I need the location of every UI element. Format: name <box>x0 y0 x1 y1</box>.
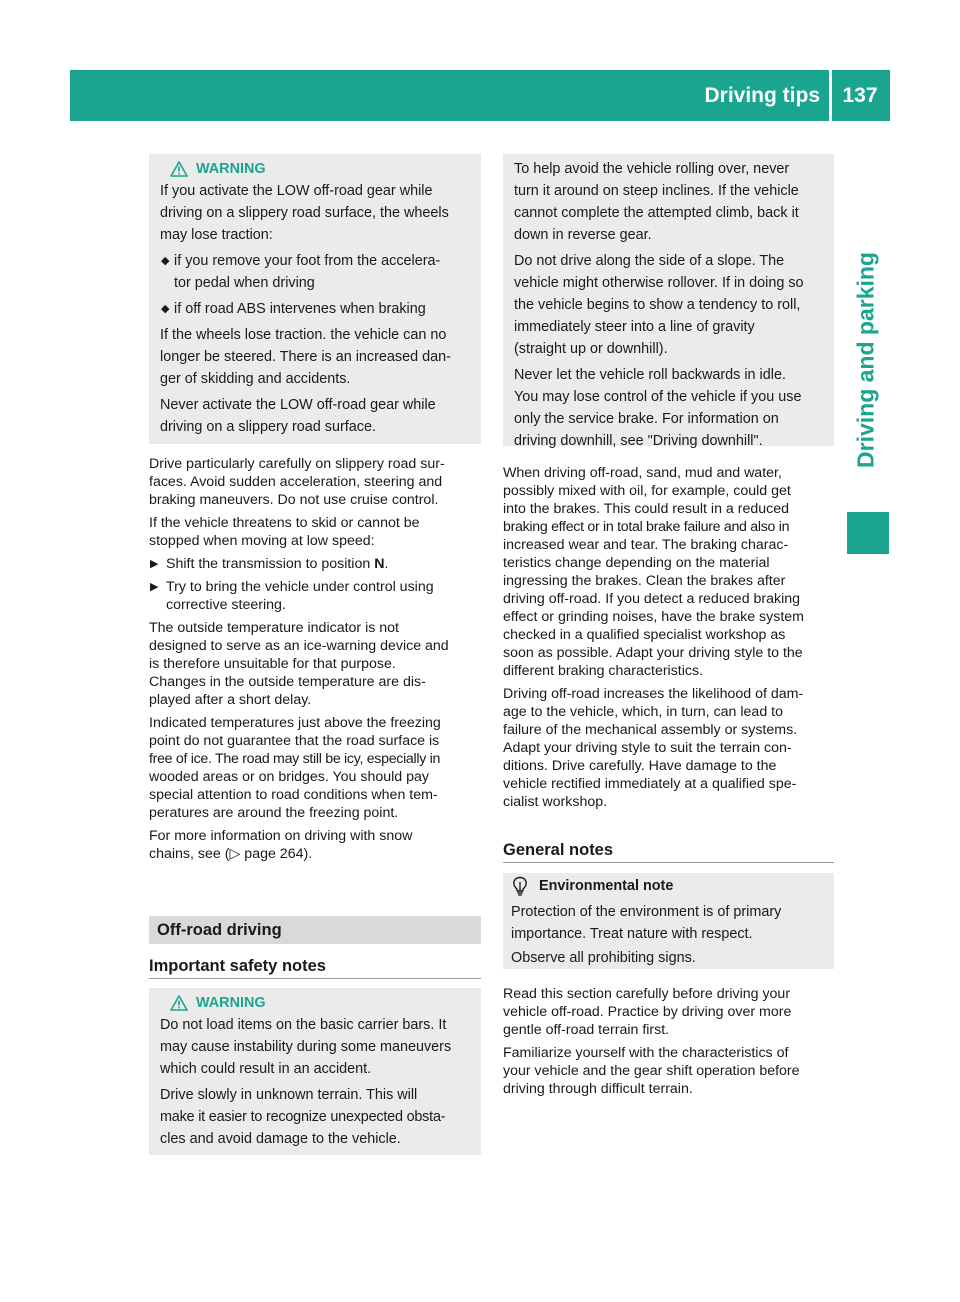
text-line: driving on a slippery road surface, the wheels <box>160 205 449 221</box>
subheading: Important safety notes <box>149 957 326 975</box>
text-line: is therefore unsuitable for that purpose. <box>149 656 396 672</box>
text-line: Do not load items on the basic carrier bars. It <box>160 1017 447 1033</box>
text-line: special attention to road conditions when tem- <box>149 787 438 803</box>
step-arrow-icon: ▶ <box>150 581 159 593</box>
text-line: point do not guarantee that the road surface is <box>149 733 440 749</box>
lightbulb-icon <box>511 876 529 896</box>
page-reference[interactable] <box>149 845 481 863</box>
text-line: ger of skidding and accidents. <box>160 371 351 387</box>
text-line: different braking characteristics. <box>503 663 704 679</box>
text-line: if off road ABS intervenes when braking <box>174 301 426 317</box>
divider <box>149 978 481 979</box>
text-line: Observe all prohibiting signs. <box>511 950 696 966</box>
text-line: driving through difficult terrain. <box>503 1081 693 1097</box>
text-line: soon as possible. Adapt your driving style to the <box>503 645 803 661</box>
text-line: tor pedal when driving <box>174 275 315 291</box>
body-text <box>503 464 834 811</box>
text-line: free of ice. The road may still be icy, especially in <box>149 751 441 767</box>
page-title: Driving tips <box>704 84 820 107</box>
text-line: braking maneuvers. Do not use cruise control. <box>149 492 439 508</box>
warning-heading <box>160 992 473 1014</box>
text-line: driving on a slippery road surface. <box>160 419 376 435</box>
text-line: faces. Avoid sudden acceleration, steering and <box>149 474 443 490</box>
text-line: only the service brake. For information on <box>514 411 779 427</box>
warning-icon <box>170 995 188 1011</box>
text-line: Try to bring the vehicle under control using <box>166 579 434 595</box>
warning-heading-text: WARNING <box>196 995 266 1011</box>
text-line: teristics change depending on the material <box>503 555 770 571</box>
subheading: General notes <box>503 841 614 859</box>
bullet-icon: ◆ <box>161 303 170 315</box>
text-line: Do not drive along the side of a slope. The <box>514 253 785 269</box>
text-line: ingressing the brakes. Clean the brakes after <box>503 573 786 589</box>
header-divider <box>829 70 832 121</box>
body-text <box>503 985 834 1098</box>
warning-heading <box>160 158 473 180</box>
text-line: When driving off-road, sand, mud and water, <box>503 465 782 481</box>
environmental-note-heading <box>511 875 826 897</box>
environmental-note-box <box>503 873 834 969</box>
text-span: . <box>384 556 389 572</box>
text-line: the vehicle begins to show a tendency to roll, <box>514 297 801 313</box>
side-tab <box>846 225 886 495</box>
text-line: Familiarize yourself with the characteristics of <box>503 1045 789 1061</box>
text-span: page 264). <box>240 846 313 862</box>
text-line: vehicle off-road. Practice by driving over more <box>503 1004 792 1020</box>
text-line: peratures are around the freezing point. <box>149 805 399 821</box>
text-line: stopped when moving at low speed: <box>149 533 375 549</box>
text-line: may cause instability during some maneuvers <box>160 1039 452 1055</box>
side-tab-marker <box>847 512 889 554</box>
text-line: wooded areas or on bridges. You should pay <box>149 769 430 785</box>
text-line: increased wear and tear. The braking charac- <box>503 537 789 553</box>
warning-box-continued <box>503 154 834 449</box>
text-line: If you activate the LOW off-road gear while <box>160 183 433 199</box>
divider <box>503 862 834 863</box>
text-line: into the brakes. This could result in a reduced <box>503 501 790 517</box>
text-line: down in reverse gear. <box>514 227 652 243</box>
text-line: cialist workshop. <box>503 794 608 810</box>
text-line: Drive slowly in unknown terrain. This will <box>160 1087 418 1103</box>
text-line: designed to serve as an ice-warning device and <box>149 638 449 654</box>
instruction-step <box>149 578 481 614</box>
step-arrow-icon: ▶ <box>150 558 159 570</box>
text-span: Shift the transmission to position <box>166 556 375 572</box>
text-line: gentle off-road terrain first. <box>503 1022 670 1038</box>
text-line: longer be steered. There is an increased dan- <box>160 349 451 365</box>
text-line: vehicle rectified immediately at a qualified spe- <box>503 776 797 792</box>
text-line: The outside temperature indicator is not <box>149 620 399 636</box>
text-line: You may lose control of the vehicle if you use <box>514 389 802 405</box>
text-line: corrective steering. <box>166 597 286 613</box>
text-line: your vehicle and the gear shift operation before <box>503 1063 800 1079</box>
text-line: failure of the mechanical assembly or systems. <box>503 722 798 738</box>
text-line: driving off-road. If you detect a reduced braking <box>503 591 801 607</box>
bullet-item <box>160 250 473 294</box>
text-line: If the wheels lose traction. the vehicle can no <box>160 327 447 343</box>
text-line: cles and avoid damage to the vehicle. <box>160 1131 401 1147</box>
triangle-right-icon: ▷ <box>229 846 241 862</box>
text-line: immediately steer into a line of gravity <box>514 319 755 335</box>
text-line: (straight up or downhill). <box>514 341 668 357</box>
text-line: if you remove your foot from the accelera- <box>174 253 441 269</box>
text-line: possibly mixed with oil, for example, could get <box>503 483 791 499</box>
text-line: age to the vehicle, which, in turn, can lead to <box>503 704 783 720</box>
text-line: which could result in an accident. <box>160 1061 372 1077</box>
text-line: checked in a qualified specialist workshop as <box>503 627 786 643</box>
text-line: For more information on driving with snow <box>149 828 413 844</box>
side-tab-label: Driving and parking <box>852 252 879 468</box>
environmental-note-heading-text: Environmental note <box>539 878 674 894</box>
page-number: 137 <box>842 84 878 107</box>
text-line: vehicle might otherwise rollover. If in doing so <box>514 275 804 291</box>
warning-box <box>149 988 481 1155</box>
text-line: Never let the vehicle roll backwards in idle. <box>514 367 786 383</box>
text-line: make it easier to recognize unexpected obsta- <box>160 1109 446 1125</box>
warning-box <box>149 154 481 444</box>
text-line: To help avoid the vehicle rolling over, never <box>514 161 790 177</box>
section-heading: Off-road driving <box>149 916 481 944</box>
position-label: N <box>374 556 385 572</box>
text-line: Never activate the LOW off-road gear while <box>160 397 436 413</box>
text-line: Driving off-road increases the likelihood of dam- <box>503 686 804 702</box>
warning-icon <box>170 161 188 177</box>
instruction-step <box>149 555 481 573</box>
text-span: chains, see ( <box>149 846 230 862</box>
text-line: driving downhill, see "Driving downhill". <box>514 433 763 449</box>
text-line: Protection of the environment is of primary <box>511 904 782 920</box>
text-line: played after a short delay. <box>149 692 312 708</box>
warning-heading-text: WARNING <box>196 161 266 177</box>
text-line: Changes in the outside temperature are dis- <box>149 674 426 690</box>
text-line: Indicated temperatures just above the freezing <box>149 715 441 731</box>
text-line: cannot complete the attempted climb, back it <box>514 205 799 221</box>
body-text <box>149 455 481 863</box>
text-line: Adapt your driving style to suit the terrain con- <box>503 740 792 756</box>
text-line: braking effect or in total brake failure and also in <box>503 519 790 535</box>
bullet-icon: ◆ <box>161 255 170 267</box>
bullet-item <box>160 298 473 320</box>
text-line: ditions. Drive carefully. Have damage to the <box>503 758 777 774</box>
text-line: Read this section carefully before driving your <box>503 986 791 1002</box>
text-line: effect or grinding noises, have the brake system <box>503 609 804 625</box>
text-line: importance. Treat nature with respect. <box>511 926 753 942</box>
text-line: If the vehicle threatens to skid or cannot be <box>149 515 420 531</box>
text-line: Drive particularly carefully on slippery road sur- <box>149 456 445 472</box>
text-line: turn it around on steep inclines. If the vehicle <box>514 183 799 199</box>
text-line: may lose traction: <box>160 227 273 243</box>
